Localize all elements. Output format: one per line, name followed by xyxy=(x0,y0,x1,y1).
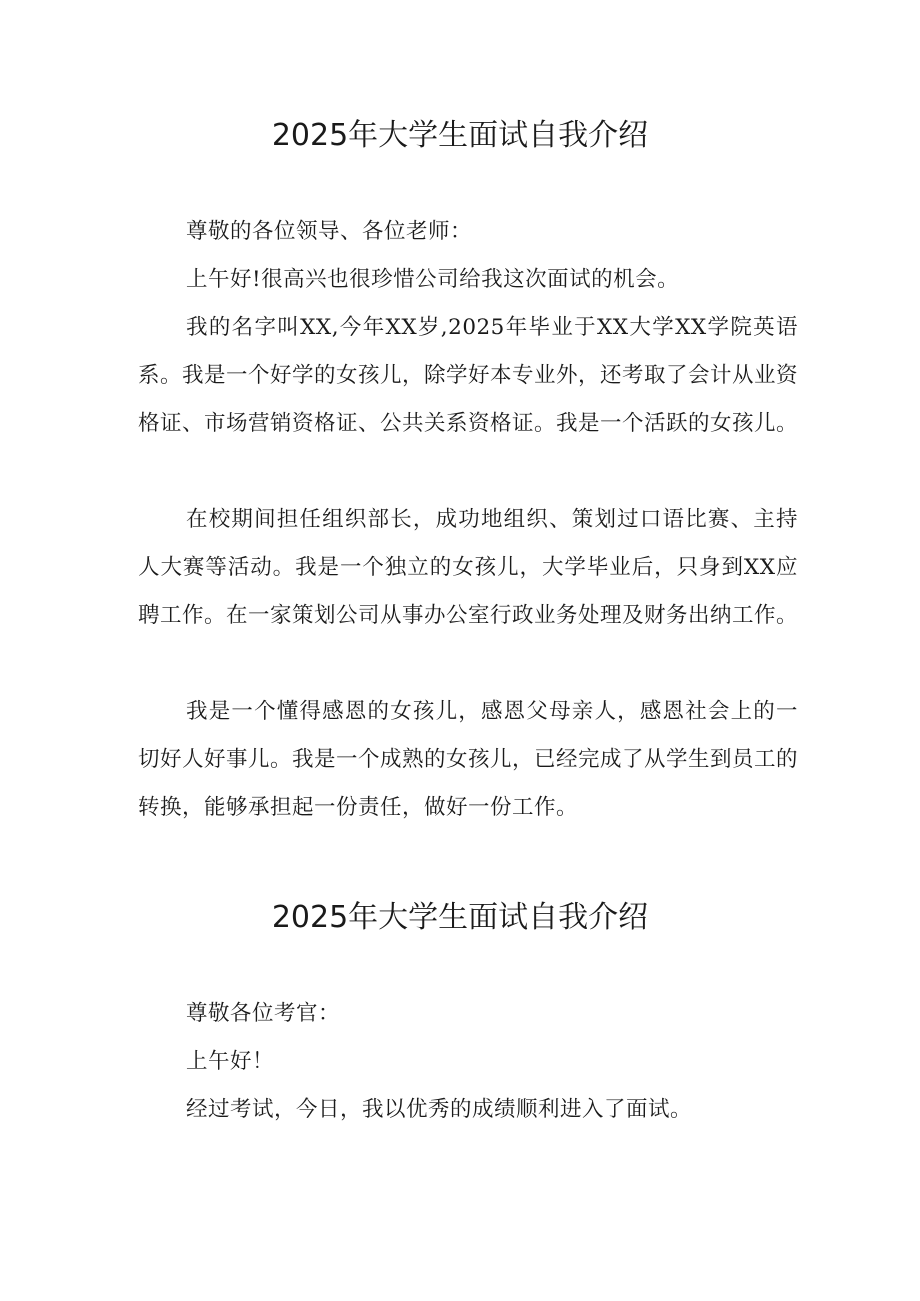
section-1-paragraph-4: 在校期间担任组织部长，成功地组织、策划过口语比赛、主持人大赛等活动。我是一个独立的女孩儿，大学毕业后，只身到XX应聘工作。在一家策划公司从事办公室行政业务处理及财务出纳工作。 xyxy=(138,507,799,628)
section-2-paragraph-2: 上午好！ xyxy=(186,1049,275,1074)
section-1-paragraph-2: 上午好!很高兴也很珍惜公司给我这次面试的机会。 xyxy=(186,267,680,292)
section-1-paragraph-3: 我的名字叫XX,今年XX岁,2025年毕业于XX大学XX学院英语系。我是一个好学的女孩儿，除学好本专业外，还考取了会计从业资格证、市场营销资格证、公共关系资格证。我是一个活跃的女孩儿。 xyxy=(138,315,799,436)
section-2-paragraph-1: 尊敬各位考官： xyxy=(186,1001,341,1026)
section-2-paragraph-3: 经过考试，今日，我以优秀的成绩顺利进入了面试。 xyxy=(186,1097,693,1122)
section-2-title: 2025年大学生面试自我介绍 xyxy=(271,900,649,935)
section-1-title: 2025年大学生面试自我介绍 xyxy=(271,118,649,153)
section-1-paragraph-5: 我是一个懂得感恩的女孩儿，感恩父母亲人，感恩社会上的一切好人好事儿。我是一个成熟的女孩儿，已经完成了从学生到员工的转换，能够承担起一份责任，做好一份工作。 xyxy=(138,699,799,820)
section-1-paragraph-1: 尊敬的各位领导、各位老师： xyxy=(186,219,473,244)
